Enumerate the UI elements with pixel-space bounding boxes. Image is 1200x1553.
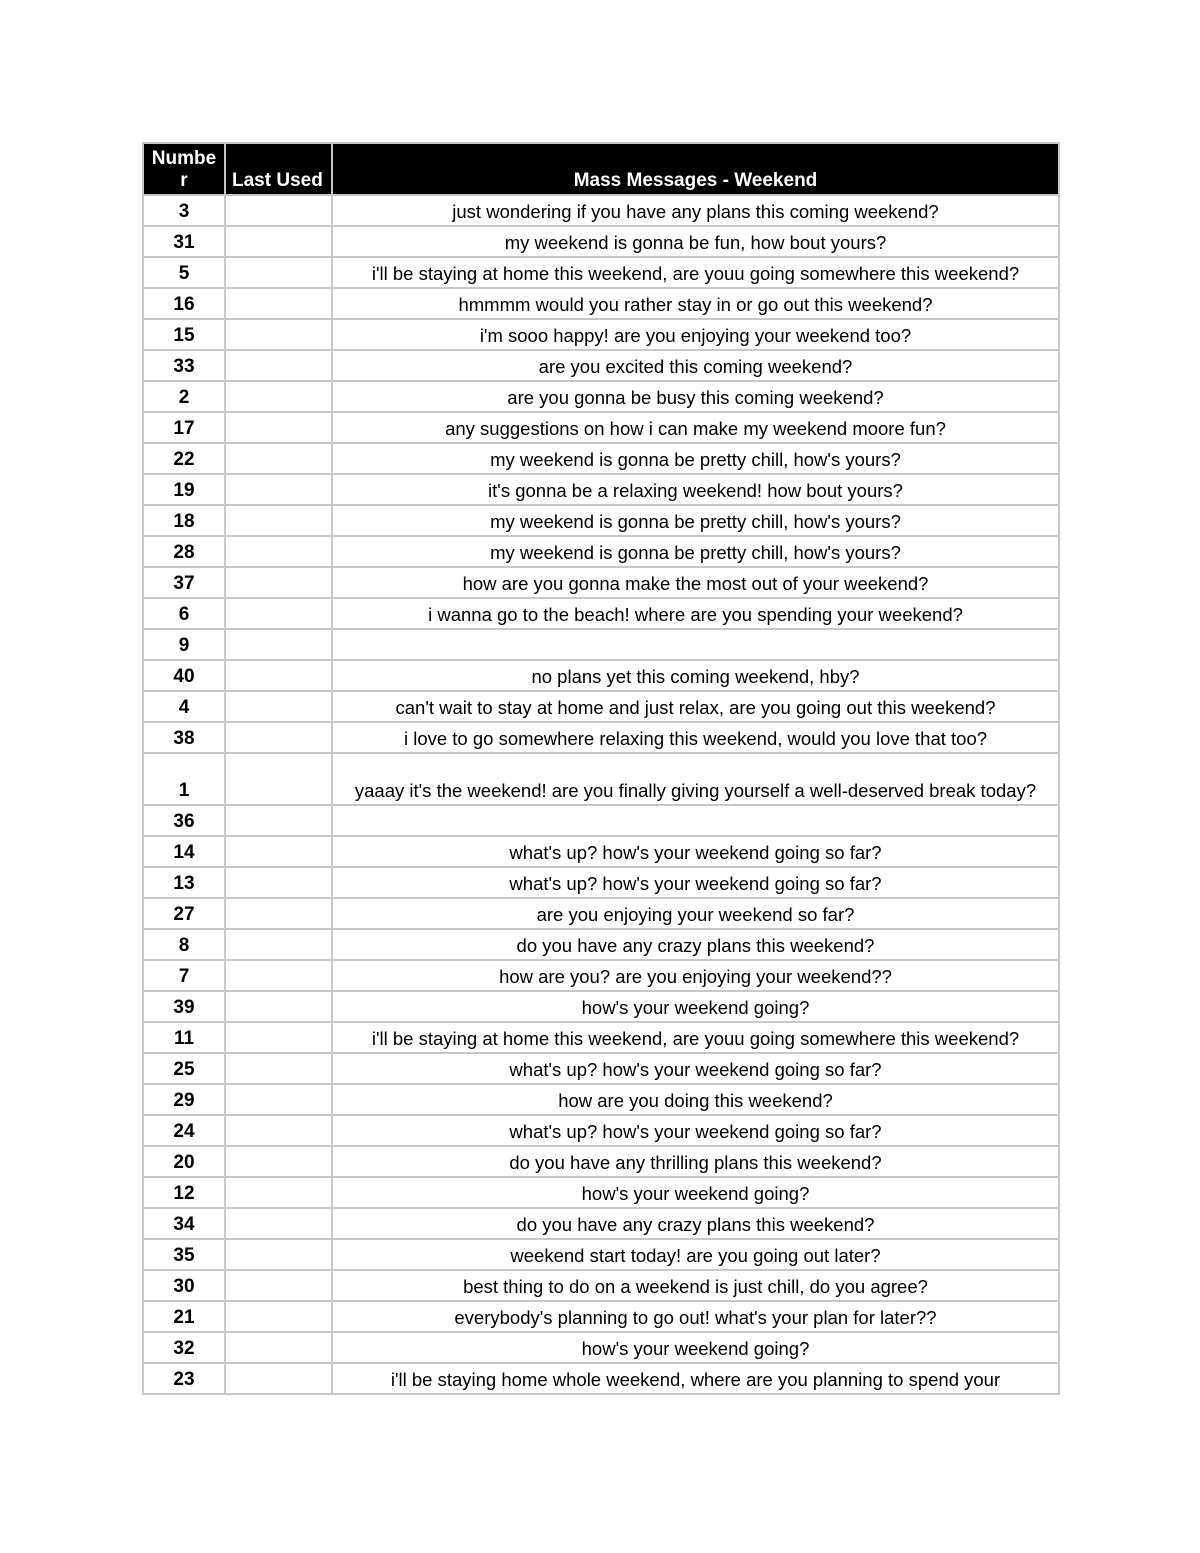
- row-number[interactable]: 12: [143, 1177, 225, 1208]
- message-cell[interactable]: how's your weekend going?: [332, 1332, 1059, 1363]
- last-used-cell[interactable]: [225, 381, 332, 412]
- message-cell[interactable]: it's gonna be a relaxing weekend! how bout yours?: [332, 474, 1059, 505]
- last-used-cell[interactable]: [225, 660, 332, 691]
- table-row: [143, 1022, 1059, 1053]
- last-used-cell[interactable]: [225, 1053, 332, 1084]
- last-used-cell[interactable]: [225, 805, 332, 836]
- message-cell[interactable]: just wondering if you have any plans this coming weekend?: [332, 195, 1059, 226]
- last-used-cell[interactable]: [225, 505, 332, 536]
- last-used-cell[interactable]: [225, 629, 332, 660]
- message-cell[interactable]: i'll be staying home whole weekend, where are you planning to spend your: [332, 1363, 1059, 1394]
- last-used-cell[interactable]: [225, 1022, 332, 1053]
- message-cell[interactable]: what's up? how's your weekend going so far?: [332, 1053, 1059, 1084]
- last-used-cell[interactable]: [225, 226, 332, 257]
- row-number[interactable]: 33: [143, 350, 225, 381]
- table-body: [143, 195, 1059, 1394]
- last-used-cell[interactable]: [225, 867, 332, 898]
- row-number[interactable]: 32: [143, 1332, 225, 1363]
- row-number[interactable]: 40: [143, 660, 225, 691]
- last-used-cell[interactable]: [225, 350, 332, 381]
- message-cell[interactable]: can't wait to stay at home and just relax, are you going out this weekend?: [332, 691, 1059, 722]
- row-number[interactable]: 1: [143, 753, 225, 805]
- last-used-cell[interactable]: [225, 567, 332, 598]
- row-number[interactable]: 3: [143, 195, 225, 226]
- row-number[interactable]: 5: [143, 257, 225, 288]
- table-row: [143, 805, 1059, 836]
- table-row: [143, 836, 1059, 867]
- table-row: [143, 319, 1059, 350]
- message-cell[interactable]: my weekend is gonna be fun, how bout yours?: [332, 226, 1059, 257]
- table-row: [143, 629, 1059, 660]
- number-column-header: Numbe r: [143, 143, 225, 195]
- table-row: [143, 1146, 1059, 1177]
- message-cell[interactable]: do you have any crazy plans this weekend?: [332, 929, 1059, 960]
- last-used-cell[interactable]: [225, 536, 332, 567]
- row-number[interactable]: 14: [143, 836, 225, 867]
- table-row: [143, 443, 1059, 474]
- last-used-column-header: Last Used: [225, 143, 332, 195]
- last-used-cell[interactable]: [225, 474, 332, 505]
- row-number[interactable]: 31: [143, 226, 225, 257]
- mass-messages-table: [142, 142, 1060, 1395]
- message-cell[interactable]: are you excited this coming weekend?: [332, 350, 1059, 381]
- last-used-cell[interactable]: [225, 722, 332, 753]
- last-used-cell[interactable]: [225, 691, 332, 722]
- row-number[interactable]: 2: [143, 381, 225, 412]
- message-cell[interactable]: no plans yet this coming weekend, hby?: [332, 660, 1059, 691]
- row-number[interactable]: 37: [143, 567, 225, 598]
- message-cell[interactable]: my weekend is gonna be pretty chill, how's yours?: [332, 505, 1059, 536]
- row-number[interactable]: 15: [143, 319, 225, 350]
- row-number[interactable]: 35: [143, 1239, 225, 1270]
- last-used-cell[interactable]: [225, 898, 332, 929]
- row-number[interactable]: 7: [143, 960, 225, 991]
- row-number[interactable]: 25: [143, 1053, 225, 1084]
- last-used-cell[interactable]: [225, 1115, 332, 1146]
- table-row: [143, 257, 1059, 288]
- table-row: [143, 1053, 1059, 1084]
- last-used-cell[interactable]: [225, 443, 332, 474]
- row-number[interactable]: 23: [143, 1363, 225, 1394]
- table-row: [143, 660, 1059, 691]
- row-number[interactable]: 38: [143, 722, 225, 753]
- last-used-cell[interactable]: [225, 1363, 332, 1394]
- table-row: [143, 567, 1059, 598]
- row-number[interactable]: 9: [143, 629, 225, 660]
- last-used-cell[interactable]: [225, 195, 332, 226]
- message-cell[interactable]: how's your weekend going?: [332, 991, 1059, 1022]
- last-used-cell[interactable]: [225, 960, 332, 991]
- table-row: [143, 412, 1059, 443]
- last-used-cell[interactable]: [225, 836, 332, 867]
- row-number[interactable]: 24: [143, 1115, 225, 1146]
- last-used-cell[interactable]: [225, 1177, 332, 1208]
- message-cell[interactable]: [332, 629, 1059, 660]
- message-cell[interactable]: i'll be staying at home this weekend, are youu going somewhere this weekend?: [332, 257, 1059, 288]
- table-row: [143, 288, 1059, 319]
- last-used-cell[interactable]: [225, 1301, 332, 1332]
- message-cell[interactable]: how are you gonna make the most out of your weekend?: [332, 567, 1059, 598]
- last-used-cell[interactable]: [225, 753, 332, 805]
- last-used-cell[interactable]: [225, 319, 332, 350]
- table-row: [143, 195, 1059, 226]
- last-used-cell[interactable]: [225, 412, 332, 443]
- row-number[interactable]: 39: [143, 991, 225, 1022]
- table-row: [143, 1301, 1059, 1332]
- table-row: [143, 867, 1059, 898]
- table-row: [143, 753, 1059, 805]
- message-cell[interactable]: what's up? how's your weekend going so far?: [332, 867, 1059, 898]
- row-number[interactable]: 4: [143, 691, 225, 722]
- message-cell[interactable]: how's your weekend going?: [332, 1177, 1059, 1208]
- table-row: [143, 1332, 1059, 1363]
- table-row: [143, 1270, 1059, 1301]
- message-cell[interactable]: weekend start today! are you going out later?: [332, 1239, 1059, 1270]
- message-cell[interactable]: how are you doing this weekend?: [332, 1084, 1059, 1115]
- row-number[interactable]: 34: [143, 1208, 225, 1239]
- message-cell[interactable]: i'm sooo happy! are you enjoying your weekend too?: [332, 319, 1059, 350]
- table-row: [143, 722, 1059, 753]
- last-used-cell[interactable]: [225, 929, 332, 960]
- table-row: [143, 1177, 1059, 1208]
- message-cell[interactable]: any suggestions on how i can make my weekend moore fun?: [332, 412, 1059, 443]
- table-row: [143, 505, 1059, 536]
- message-cell[interactable]: yaaay it's the weekend! are you finally giving yourself a well-deserved break today?: [332, 753, 1059, 805]
- row-number[interactable]: 22: [143, 443, 225, 474]
- table-row: [143, 1115, 1059, 1146]
- message-cell[interactable]: hmmmm would you rather stay in or go out this weekend?: [332, 288, 1059, 319]
- row-number[interactable]: 16: [143, 288, 225, 319]
- message-cell[interactable]: are you gonna be busy this coming weekend?: [332, 381, 1059, 412]
- table-row: [143, 960, 1059, 991]
- last-used-cell[interactable]: [225, 1146, 332, 1177]
- table-row: [143, 691, 1059, 722]
- row-number[interactable]: 18: [143, 505, 225, 536]
- message-cell[interactable]: my weekend is gonna be pretty chill, how's yours?: [332, 443, 1059, 474]
- table-row: [143, 474, 1059, 505]
- row-number[interactable]: 28: [143, 536, 225, 567]
- message-cell[interactable]: what's up? how's your weekend going so far?: [332, 836, 1059, 867]
- row-number[interactable]: 36: [143, 805, 225, 836]
- message-cell[interactable]: [332, 805, 1059, 836]
- table-row: [143, 1239, 1059, 1270]
- table-row: [143, 898, 1059, 929]
- row-number[interactable]: 21: [143, 1301, 225, 1332]
- row-number[interactable]: 11: [143, 1022, 225, 1053]
- row-number[interactable]: 8: [143, 929, 225, 960]
- message-cell[interactable]: i love to go somewhere relaxing this weekend, would you love that too?: [332, 722, 1059, 753]
- message-cell[interactable]: do you have any thrilling plans this weekend?: [332, 1146, 1059, 1177]
- last-used-cell[interactable]: [225, 257, 332, 288]
- row-number[interactable]: 6: [143, 598, 225, 629]
- row-number[interactable]: 29: [143, 1084, 225, 1115]
- message-column-header: Mass Messages - Weekend: [332, 143, 1059, 195]
- message-cell[interactable]: my weekend is gonna be pretty chill, how's yours?: [332, 536, 1059, 567]
- last-used-cell[interactable]: [225, 1270, 332, 1301]
- table-row: [143, 991, 1059, 1022]
- last-used-cell[interactable]: [225, 1084, 332, 1115]
- last-used-cell[interactable]: [225, 991, 332, 1022]
- last-used-cell[interactable]: [225, 1332, 332, 1363]
- row-number[interactable]: 13: [143, 867, 225, 898]
- message-cell[interactable]: how are you? are you enjoying your weekend??: [332, 960, 1059, 991]
- table-row: [143, 929, 1059, 960]
- message-cell[interactable]: what's up? how's your weekend going so far?: [332, 1115, 1059, 1146]
- message-cell[interactable]: do you have any crazy plans this weekend?: [332, 1208, 1059, 1239]
- table-row: [143, 381, 1059, 412]
- table-row: [143, 1208, 1059, 1239]
- row-number[interactable]: 27: [143, 898, 225, 929]
- last-used-cell[interactable]: [225, 1208, 332, 1239]
- last-used-cell[interactable]: [225, 288, 332, 319]
- message-cell[interactable]: i'll be staying at home this weekend, are youu going somewhere this weekend?: [332, 1022, 1059, 1053]
- last-used-cell[interactable]: [225, 598, 332, 629]
- row-number[interactable]: 19: [143, 474, 225, 505]
- message-cell[interactable]: everybody's planning to go out! what's your plan for later??: [332, 1301, 1059, 1332]
- row-number[interactable]: 20: [143, 1146, 225, 1177]
- table-row: [143, 226, 1059, 257]
- row-number[interactable]: 30: [143, 1270, 225, 1301]
- table-row: [143, 536, 1059, 567]
- row-number[interactable]: 17: [143, 412, 225, 443]
- table-row: [143, 350, 1059, 381]
- message-cell[interactable]: best thing to do on a weekend is just chill, do you agree?: [332, 1270, 1059, 1301]
- message-cell[interactable]: i wanna go to the beach! where are you spending your weekend?: [332, 598, 1059, 629]
- table-row: [143, 1084, 1059, 1115]
- last-used-cell[interactable]: [225, 1239, 332, 1270]
- message-cell[interactable]: are you enjoying your weekend so far?: [332, 898, 1059, 929]
- table-row: [143, 1363, 1059, 1394]
- table-row: [143, 598, 1059, 629]
- header-row: [143, 143, 1059, 195]
